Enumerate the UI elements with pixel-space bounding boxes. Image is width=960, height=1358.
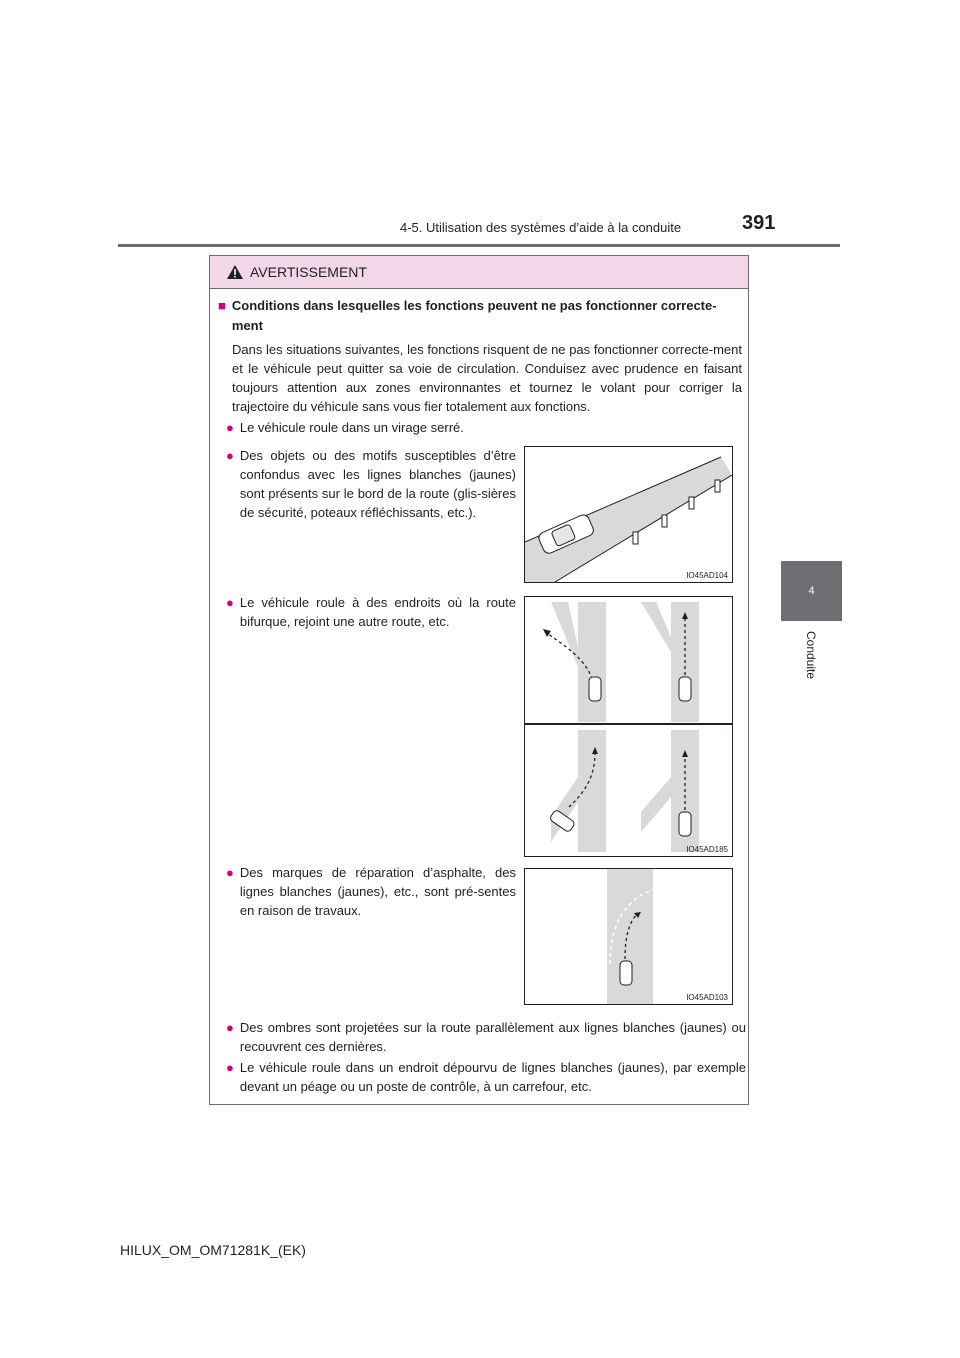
- chapter-tab: 4: [781, 561, 842, 621]
- warning-intro: Dans les situations suivantes, les fonctions risquent de ne pas fonctionner correcte-ment et le véhicule peut quitter sa voie de circulation. Conduisez avec prudence en faisant toujours attention aux zones environnantes et tournez le volant pour corriger la trajectoire du véhicule sans vous fier totalement aux fonctions.: [232, 342, 742, 414]
- bullet-text: Le véhicule roule à des endroits où la route bifurque, rejoint une autre route, etc.: [239, 595, 516, 629]
- bullet-dot-icon: ●: [226, 1020, 234, 1035]
- figure-guardrail-posts: [524, 446, 733, 583]
- bullet-text: Le véhicule roule dans un endroit dépourvu de lignes blanches (jaunes), par exemple devant un péage ou un poste de contrôle, à un carrefour, etc.: [239, 1060, 746, 1094]
- bullet-item: [226, 863, 516, 920]
- bullet-text: Des objets ou des motifs susceptibles d’être confondus avec les lignes blanches (jaunes) sont présents sur le bord de la route (glis-sières de sécurité, poteaux réfléchissants, etc.).: [239, 448, 516, 520]
- bullet-item: [226, 1018, 746, 1056]
- bullet-item: [226, 418, 736, 437]
- bullet-dot-icon: ●: [226, 865, 234, 880]
- warning-heading-text: Conditions dans lesquelles les fonctions peuvent ne pas fonctionner correcte-ment: [231, 298, 717, 333]
- warning-heading: [218, 296, 742, 336]
- bullet-text: Le véhicule roule dans un virage serré.: [239, 420, 464, 435]
- warning-icon: [226, 264, 244, 280]
- bullet-item: [226, 446, 516, 522]
- bullet-dot-icon: ●: [226, 1060, 234, 1075]
- header-rule: [118, 244, 840, 247]
- road-fork-illustration: [525, 597, 732, 856]
- figure-code: IO45AD103: [686, 993, 728, 1002]
- bullet-item: [226, 1058, 746, 1096]
- document-id: HILUX_OM_OM71281K_(EK): [120, 1242, 306, 1258]
- warning-header: [210, 256, 748, 289]
- road-repair-illustration: [525, 869, 732, 1004]
- bullet-dot-icon: ●: [226, 420, 234, 435]
- chapter-label: [785, 625, 837, 685]
- bullet-dot-icon: ●: [226, 448, 234, 463]
- figure-code: IO45AD104: [686, 571, 728, 580]
- guardrail-illustration: [525, 447, 732, 582]
- bullet-text: Des marques de réparation d’asphalte, des lignes blanches (jaunes), etc., sont pré-sentes en raison de travaux.: [239, 865, 516, 918]
- figure-road-repair: [524, 868, 733, 1005]
- warning-title: AVERTISSEMENT: [250, 264, 367, 280]
- section-title: 4-5. Utilisation des systèmes d’aide à la conduite: [400, 220, 682, 235]
- bullet-dot-icon: ●: [226, 595, 234, 610]
- bullet-item: [226, 593, 516, 631]
- bullet-text: Des ombres sont projetées sur la route parallèlement aux lignes blanches (jaunes) ou recouvrent ces dernières.: [239, 1020, 746, 1054]
- page-number: 391: [742, 212, 776, 234]
- figure-road-fork: [524, 596, 733, 857]
- warning-box: [209, 255, 749, 1105]
- square-bullet-icon: ■: [218, 298, 226, 313]
- chapter-label-text: Conduite: [803, 630, 818, 680]
- figure-code: IO45AD185: [686, 845, 728, 854]
